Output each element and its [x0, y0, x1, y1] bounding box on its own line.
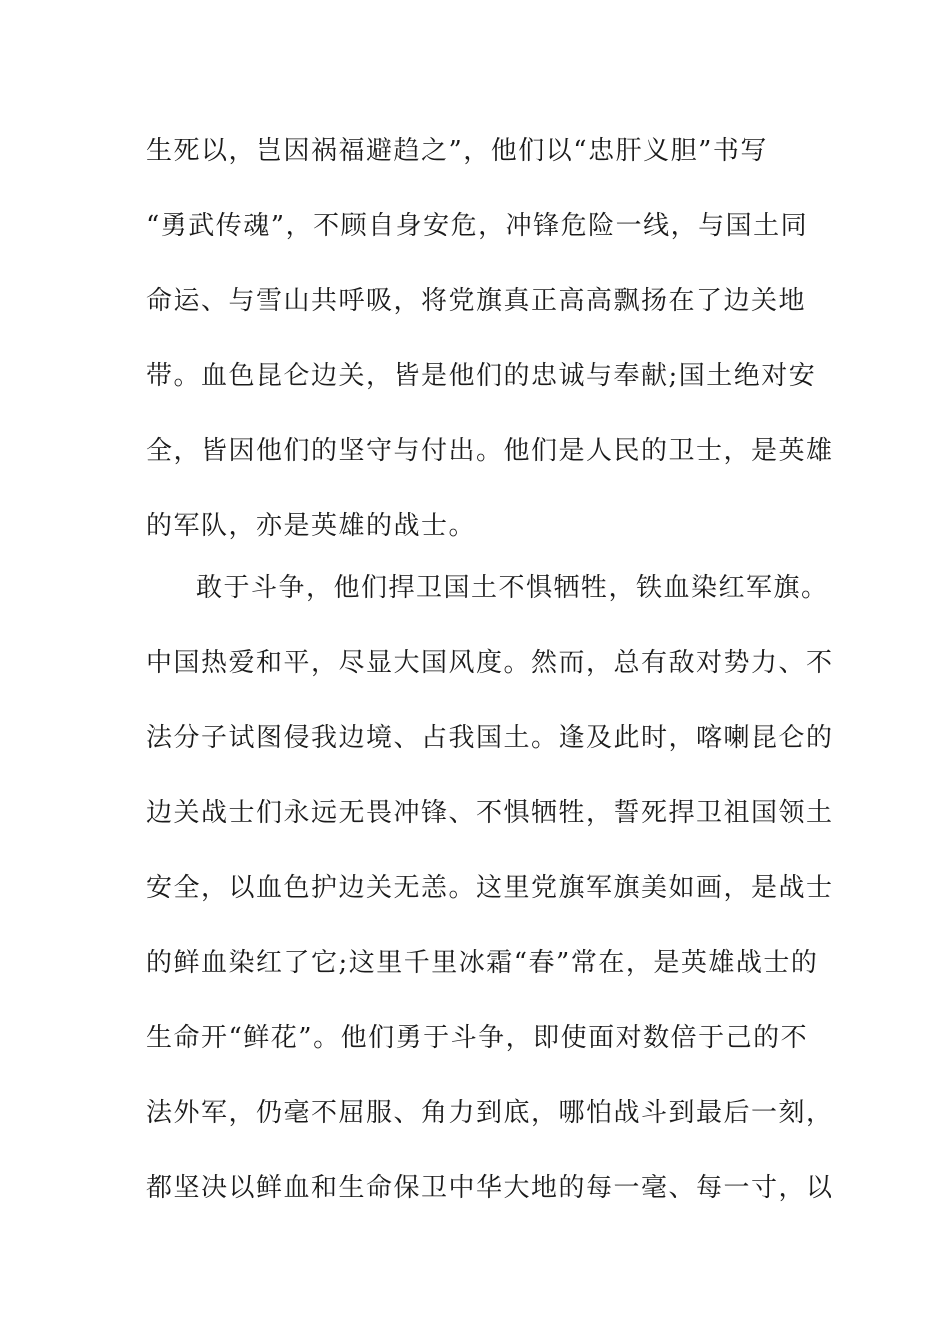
paragraph-first-line: 敢于斗争，他们捍卫国土不惧牺牲，铁血染红军旗。	[196, 573, 829, 603]
text-line: 生命开“鲜花”。他们勇于斗争，即使面对数倍于己的不	[146, 1023, 809, 1053]
text-line: 生死以，岂因祸福避趋之”，他们以“忠肝义胆”书写	[146, 136, 768, 166]
text-line: 带。血色昆仑边关，皆是他们的忠诚与奉献;国土绝对安	[146, 361, 817, 391]
text-line: 边关战士们永远无畏冲锋、不惧牺牲，誓死捍卫祖国领土	[146, 798, 834, 828]
text-line: 全，皆因他们的坚守与付出。他们是人民的卫士，是英雄	[146, 436, 834, 466]
text-line: 法分子试图侵我边境、占我国土。逢及此时，喀喇昆仑的	[146, 723, 834, 753]
text-line: 都坚决以鲜血和生命保卫中华大地的每一毫、每一寸，以	[146, 1173, 834, 1203]
text-line: “勇武传魂”，不顾自身安危，冲锋危险一线，与国土同	[146, 211, 809, 241]
text-line: 安全，以血色护边关无恙。这里党旗军旗美如画，是战士	[146, 873, 834, 903]
text-line: 法外军，仍毫不屈服、角力到底，哪怕战斗到最后一刻，	[146, 1098, 834, 1128]
text-line: 的军队，亦是英雄的战士。	[146, 511, 477, 541]
text-line: 的鲜血染红了它;这里千里冰霜“春”常在，是英雄战士的	[146, 948, 819, 978]
text-line: 命运、与雪山共呼吸，将党旗真正高高飘扬在了边关地	[146, 286, 807, 316]
text-line: 中国热爱和平，尽显大国风度。然而，总有敌对势力、不	[146, 648, 834, 678]
